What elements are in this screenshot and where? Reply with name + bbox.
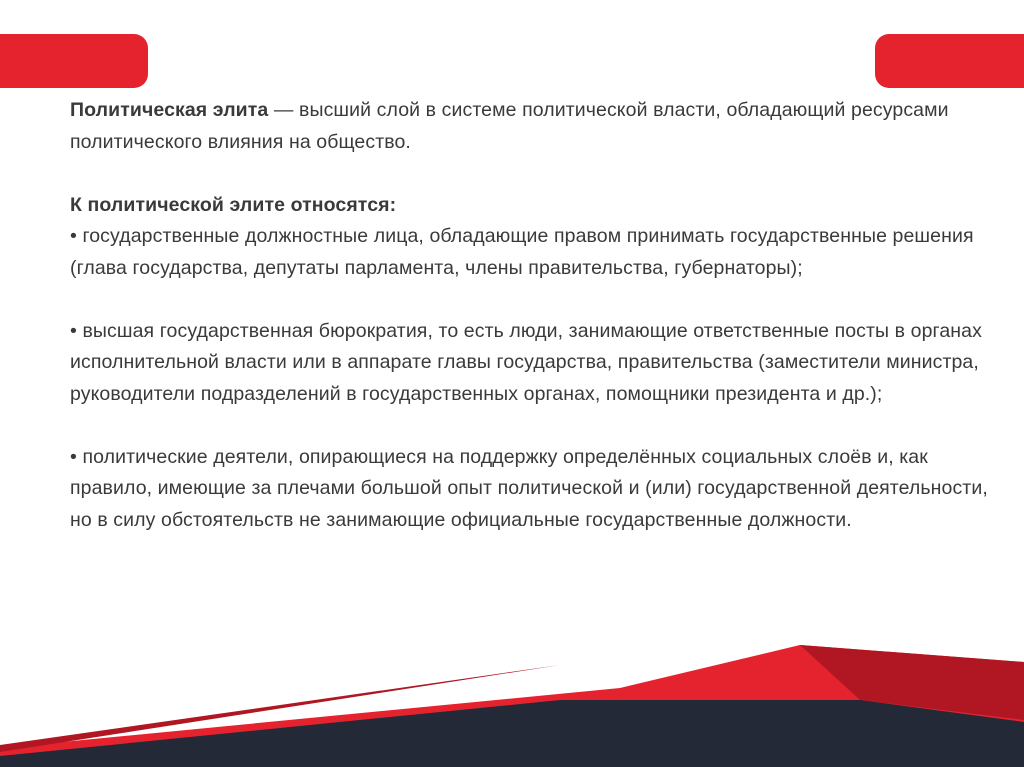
- list-heading: К политической элите относятся:: [70, 193, 397, 216]
- definition-paragraph: [70, 95, 990, 158]
- slide-text: [70, 95, 990, 536]
- spacer: [70, 284, 990, 316]
- definition-term: Политическая элита: [70, 99, 269, 121]
- spacer: [70, 410, 990, 442]
- decor-navy-base: [0, 700, 1024, 767]
- decor-red-tab-right: [875, 34, 1024, 88]
- decor-thin-red-line: [0, 665, 560, 752]
- definition-text: — высший слой в системе политической власти, обладающий ресурсами политического влияния на общество.: [70, 99, 949, 153]
- list-item-3: • политические деятели, опирающиеся на поддержку определённых социальных слоёв и, как правило, имеющие за плечами большой опыт политической и (или) государственной деятельности, но в силу обстоятельств не занимающие официальные государственные должности.: [70, 445, 988, 531]
- decor-red-tab-left: [0, 34, 148, 88]
- decor-red-band: [0, 645, 1024, 767]
- decor-dark-red-wedge: [800, 645, 1024, 720]
- list-item-1: • государственные должностные лица, обладающие правом принимать государственные решения (глава государства, депутаты парламента, члены правительства, губернаторы);: [70, 225, 974, 279]
- spacer: [70, 158, 990, 190]
- list-item-2: • высшая государственная бюрократия, то есть люди, занимающие ответственные посты в органах исполнительной власти или в аппарате главы государства, правительства (заместители министра, руководители подразделений в государственных органах, помощники президента и др.);: [70, 319, 982, 405]
